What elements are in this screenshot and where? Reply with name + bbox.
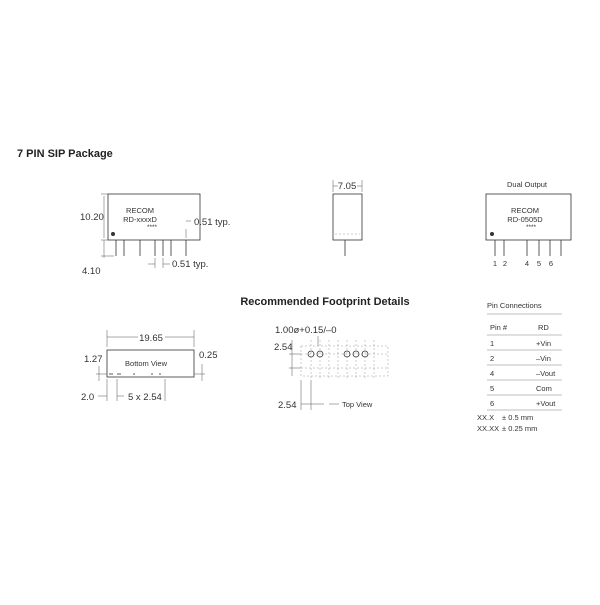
pin-number: 6 (548, 259, 554, 268)
table-cell-func: +Vout (536, 399, 556, 408)
table-cell-func: –Vout (536, 369, 556, 378)
pin-number: 2 (502, 259, 508, 268)
dual-brand: RECOM (511, 206, 539, 215)
tolerance-value: ± 0.25 mm (502, 424, 538, 433)
dim-vertical-label: 2.54 (274, 342, 293, 353)
table-cell-func: Com (536, 384, 552, 393)
front-view (80, 194, 230, 277)
dim-pitch-label: 5 x 2.54 (128, 392, 162, 403)
side-body (333, 194, 362, 240)
dim-offset-label: 2.0 (81, 392, 95, 403)
dim-side-width-label: 7.05 (337, 181, 357, 192)
table-header: Pin # (490, 323, 508, 332)
footprint-title: Recommended Footprint Details (240, 296, 410, 308)
footprint-view (240, 296, 409, 411)
dual-output-label: Dual Output (506, 180, 548, 189)
page-title: 7 PIN SIP Package (17, 148, 113, 160)
dual-pin1-marker-dot (490, 232, 494, 236)
table-cell-pin: 6 (490, 399, 495, 408)
pin-number: 1 (492, 259, 498, 268)
dim-length-label: 19.65 (139, 333, 163, 344)
table-cell-pin: 4 (490, 369, 495, 378)
package-brand: RECOM (126, 206, 154, 215)
pin-connections-title: Pin Connections (487, 301, 542, 310)
dim-pin-length-label: 4.10 (82, 266, 101, 277)
table-cell-pin: 1 (490, 339, 495, 348)
dim-horizontal-label: 2.54 (278, 400, 297, 411)
pin1-marker-dot (111, 232, 115, 236)
dim-pin-width-label: 0.51 typ. (194, 217, 231, 228)
dim-bottom-height-label: 1.27 (84, 354, 103, 365)
dim-thickness-label: 0.25 (199, 350, 218, 361)
bottom-view-label: Bottom View (125, 359, 167, 368)
tolerance-format: XX.X (477, 413, 495, 422)
footprint-outline (301, 346, 388, 376)
pin-number: 5 (536, 259, 542, 268)
table-cell-pin: 2 (490, 354, 495, 363)
side-view (333, 180, 362, 256)
pin-number: 4 (524, 259, 530, 268)
dual-output-view (486, 180, 571, 268)
hole-dimension-label: 1.00ø+0.15/–0 (275, 325, 337, 336)
tolerance-value: ± 0.5 mm (502, 413, 534, 422)
pins (116, 240, 186, 256)
dim-pin-spacing-label: 0.51 typ. (172, 259, 209, 270)
package-model: RD-xxxxD (123, 215, 157, 224)
pin-connections-table (477, 301, 562, 433)
top-view-label: Top View (342, 400, 373, 409)
table-cell-func: –Vin (536, 354, 551, 363)
table-cell-func: +Vin (536, 339, 552, 348)
dual-marking: **** (525, 224, 537, 231)
table-header: RD (538, 323, 549, 332)
bottom-view (81, 330, 218, 403)
dim-height-label: 10.20 (80, 212, 104, 223)
table-cell-pin: 5 (490, 384, 495, 393)
dual-model: RD-0505D (507, 215, 543, 224)
tolerance-format: XX.XX (477, 424, 500, 433)
package-marking: **** (146, 224, 158, 231)
